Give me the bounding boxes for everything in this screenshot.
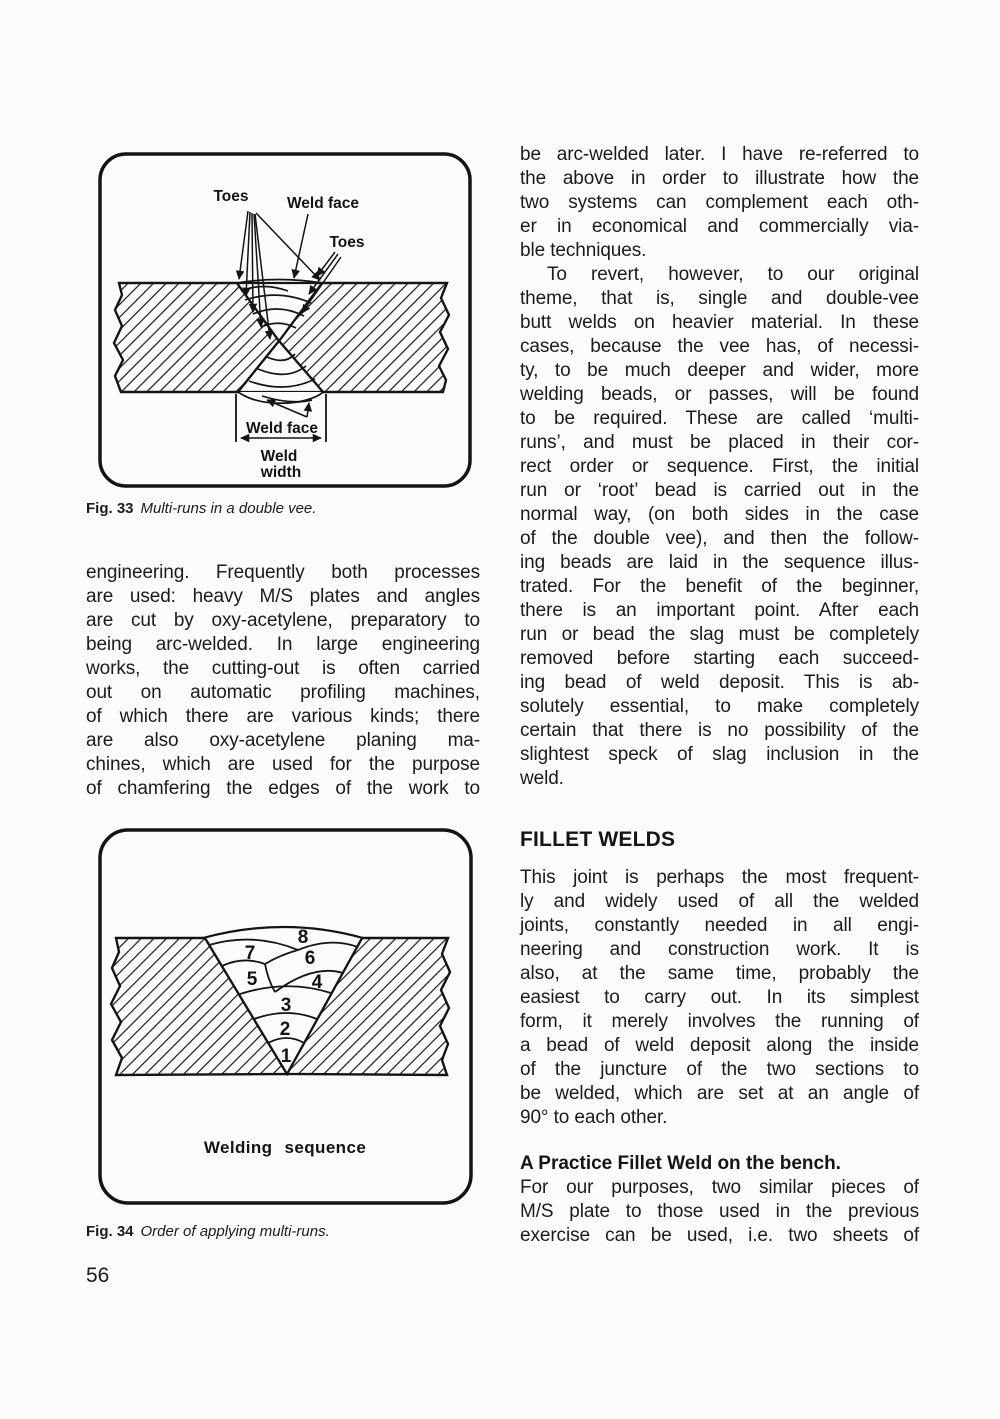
text-line: works, the cutting-out is often carried xyxy=(86,658,480,679)
right-column xyxy=(520,143,919,1248)
text-line: form, it merely involves the running of xyxy=(520,1011,919,1032)
text-line: also, at the same time, probably the xyxy=(520,963,919,984)
text-line: ty, to be much deeper and wider, more xyxy=(520,360,919,381)
fig34-bead-number: 1 xyxy=(280,1046,292,1067)
text-line: out on automatic profiling machines, xyxy=(86,682,480,703)
text-line: For our purposes, two similar pieces of xyxy=(520,1177,919,1198)
fig34-bead-number: 6 xyxy=(304,948,316,969)
text-line: cases, because the vee has, of necessi- xyxy=(520,336,919,357)
text-line: two systems can complement each oth- xyxy=(520,192,919,213)
text-line: ing bead of weld deposit. This is ab- xyxy=(520,672,919,693)
text-line: solutely essential, to make completely xyxy=(520,696,919,717)
fig33-caption-label: Fig. 33 xyxy=(86,500,134,517)
text-line: er in economical and commercially via- xyxy=(520,216,919,237)
text-line: welding beads, or passes, will be found xyxy=(520,384,919,405)
text-line: are used: heavy M/S plates and angles xyxy=(86,586,480,607)
text-line: ing beads are laid in the sequence illus- xyxy=(520,552,919,573)
fig34-bead-number: 4 xyxy=(311,972,323,993)
paragraph xyxy=(520,263,919,791)
fig33-weld-face-top-label: Weld face xyxy=(286,195,360,212)
fig34-bead-number: 5 xyxy=(246,969,258,990)
text-line: joints, constantly needed in all engi- xyxy=(520,915,919,936)
fig34-bead-number: 3 xyxy=(280,995,292,1016)
text-line: run or ‘root’ bead is carried out in the xyxy=(520,480,919,501)
paragraph xyxy=(520,1176,919,1248)
sub-heading-practice-fillet-weld: A Practice Fillet Weld on the bench. xyxy=(520,1153,841,1174)
fig33-toes-left-label: Toes xyxy=(213,188,249,205)
left-column-paragraph xyxy=(86,561,480,801)
fig33-caption-text: Multi-runs in a double vee. xyxy=(140,500,317,517)
fig34-bead-number: 8 xyxy=(297,927,309,948)
text-line: of chamfering the edges of the work to xyxy=(86,778,480,799)
fig33-weld-width-label: width xyxy=(260,464,302,481)
fig34-caption xyxy=(86,1222,480,1242)
fig34-welding-sequence-label: Welding sequence xyxy=(203,1138,367,1157)
text-line: chines, which are used for the purpose xyxy=(86,754,480,775)
fig33-bottom-cap xyxy=(238,392,323,403)
text-line: To revert, however, to our original xyxy=(547,264,919,285)
text-line: are also oxy-acetylene planing ma- xyxy=(86,730,480,751)
page-number: 56 xyxy=(86,1264,110,1287)
text-line: being arc-welded. In large engineering xyxy=(86,634,480,655)
text-line: rect order or sequence. First, the initial xyxy=(520,456,919,477)
text-line: are cut by oxy-acetylene, preparatory to xyxy=(86,610,480,631)
text-line: theme, that is, single and double-vee xyxy=(520,288,919,309)
text-line: a bead of weld deposit along the inside xyxy=(520,1035,919,1056)
text-line: slightest speck of slag inclusion in the xyxy=(520,744,919,765)
fig34-diagram xyxy=(98,828,473,1205)
text-line: there is an important point. After each xyxy=(520,600,919,621)
fig33-diagram xyxy=(95,150,475,490)
text-line: neering and construction work. It is xyxy=(520,939,919,960)
text-line: ly and widely used of all the welded xyxy=(520,891,919,912)
text-line: ble techniques. xyxy=(520,240,647,261)
text-line: normal way, (on both sides in the case xyxy=(520,504,919,525)
text-line: of which there are various kinds; there xyxy=(86,706,480,727)
text-line: be welded, which are set at an angle of xyxy=(520,1083,919,1104)
fig33-weld-width-label: Weld xyxy=(260,448,298,465)
fig33-weld-face-top-arrow xyxy=(294,214,308,278)
fig34-bead-number: 2 xyxy=(279,1019,291,1040)
text-line: easiest to carry out. In its simplest xyxy=(520,987,919,1008)
text-line: trated. For the benefit of the beginner, xyxy=(520,576,919,597)
text-line: run or bead the slag must be completely xyxy=(520,624,919,645)
text-line: runs’, and must be placed in their cor- xyxy=(520,432,919,453)
text-line: certain that there is no possibility of the xyxy=(520,720,919,741)
text-line: exercise can be used, i.e. two sheets of xyxy=(520,1225,919,1246)
text-line: of the double vee), and then the follow- xyxy=(520,528,919,549)
section-heading-fillet-welds: FILLET WELDS xyxy=(520,828,676,851)
fig34-caption-label: Fig. 34 xyxy=(86,1223,134,1240)
text-line: butt welds on heavier material. In these xyxy=(520,312,919,333)
text-line: M/S plate to those used in the previous xyxy=(520,1201,919,1222)
text-line: to be required. These are called ‘multi- xyxy=(520,408,919,429)
text-line: removed before starting each succeed- xyxy=(520,648,919,669)
fig33-figure xyxy=(95,150,475,495)
text-line: This joint is perhaps the most frequent- xyxy=(520,867,919,888)
fig34-figure xyxy=(98,828,473,1210)
paragraph xyxy=(520,866,919,1130)
fig33-weld-face-bottom-label: Weld face xyxy=(245,420,319,437)
text-line: weld. xyxy=(520,768,564,789)
paragraph xyxy=(520,143,919,263)
text-line: be arc-welded later. I have re-referred to xyxy=(520,144,919,165)
fig34-caption-text: Order of applying multi-runs. xyxy=(140,1223,330,1240)
fig33-caption xyxy=(86,499,480,519)
text-line: of the juncture of the two sections to xyxy=(520,1059,919,1080)
text-line: the above in order to illustrate how the xyxy=(520,168,919,189)
fig34-bead-number: 7 xyxy=(244,943,256,964)
fig33-toes-right-label: Toes xyxy=(329,234,365,251)
text-line: engineering. Frequently both processes xyxy=(86,562,480,583)
text-line: 90° to each other. xyxy=(520,1107,668,1128)
